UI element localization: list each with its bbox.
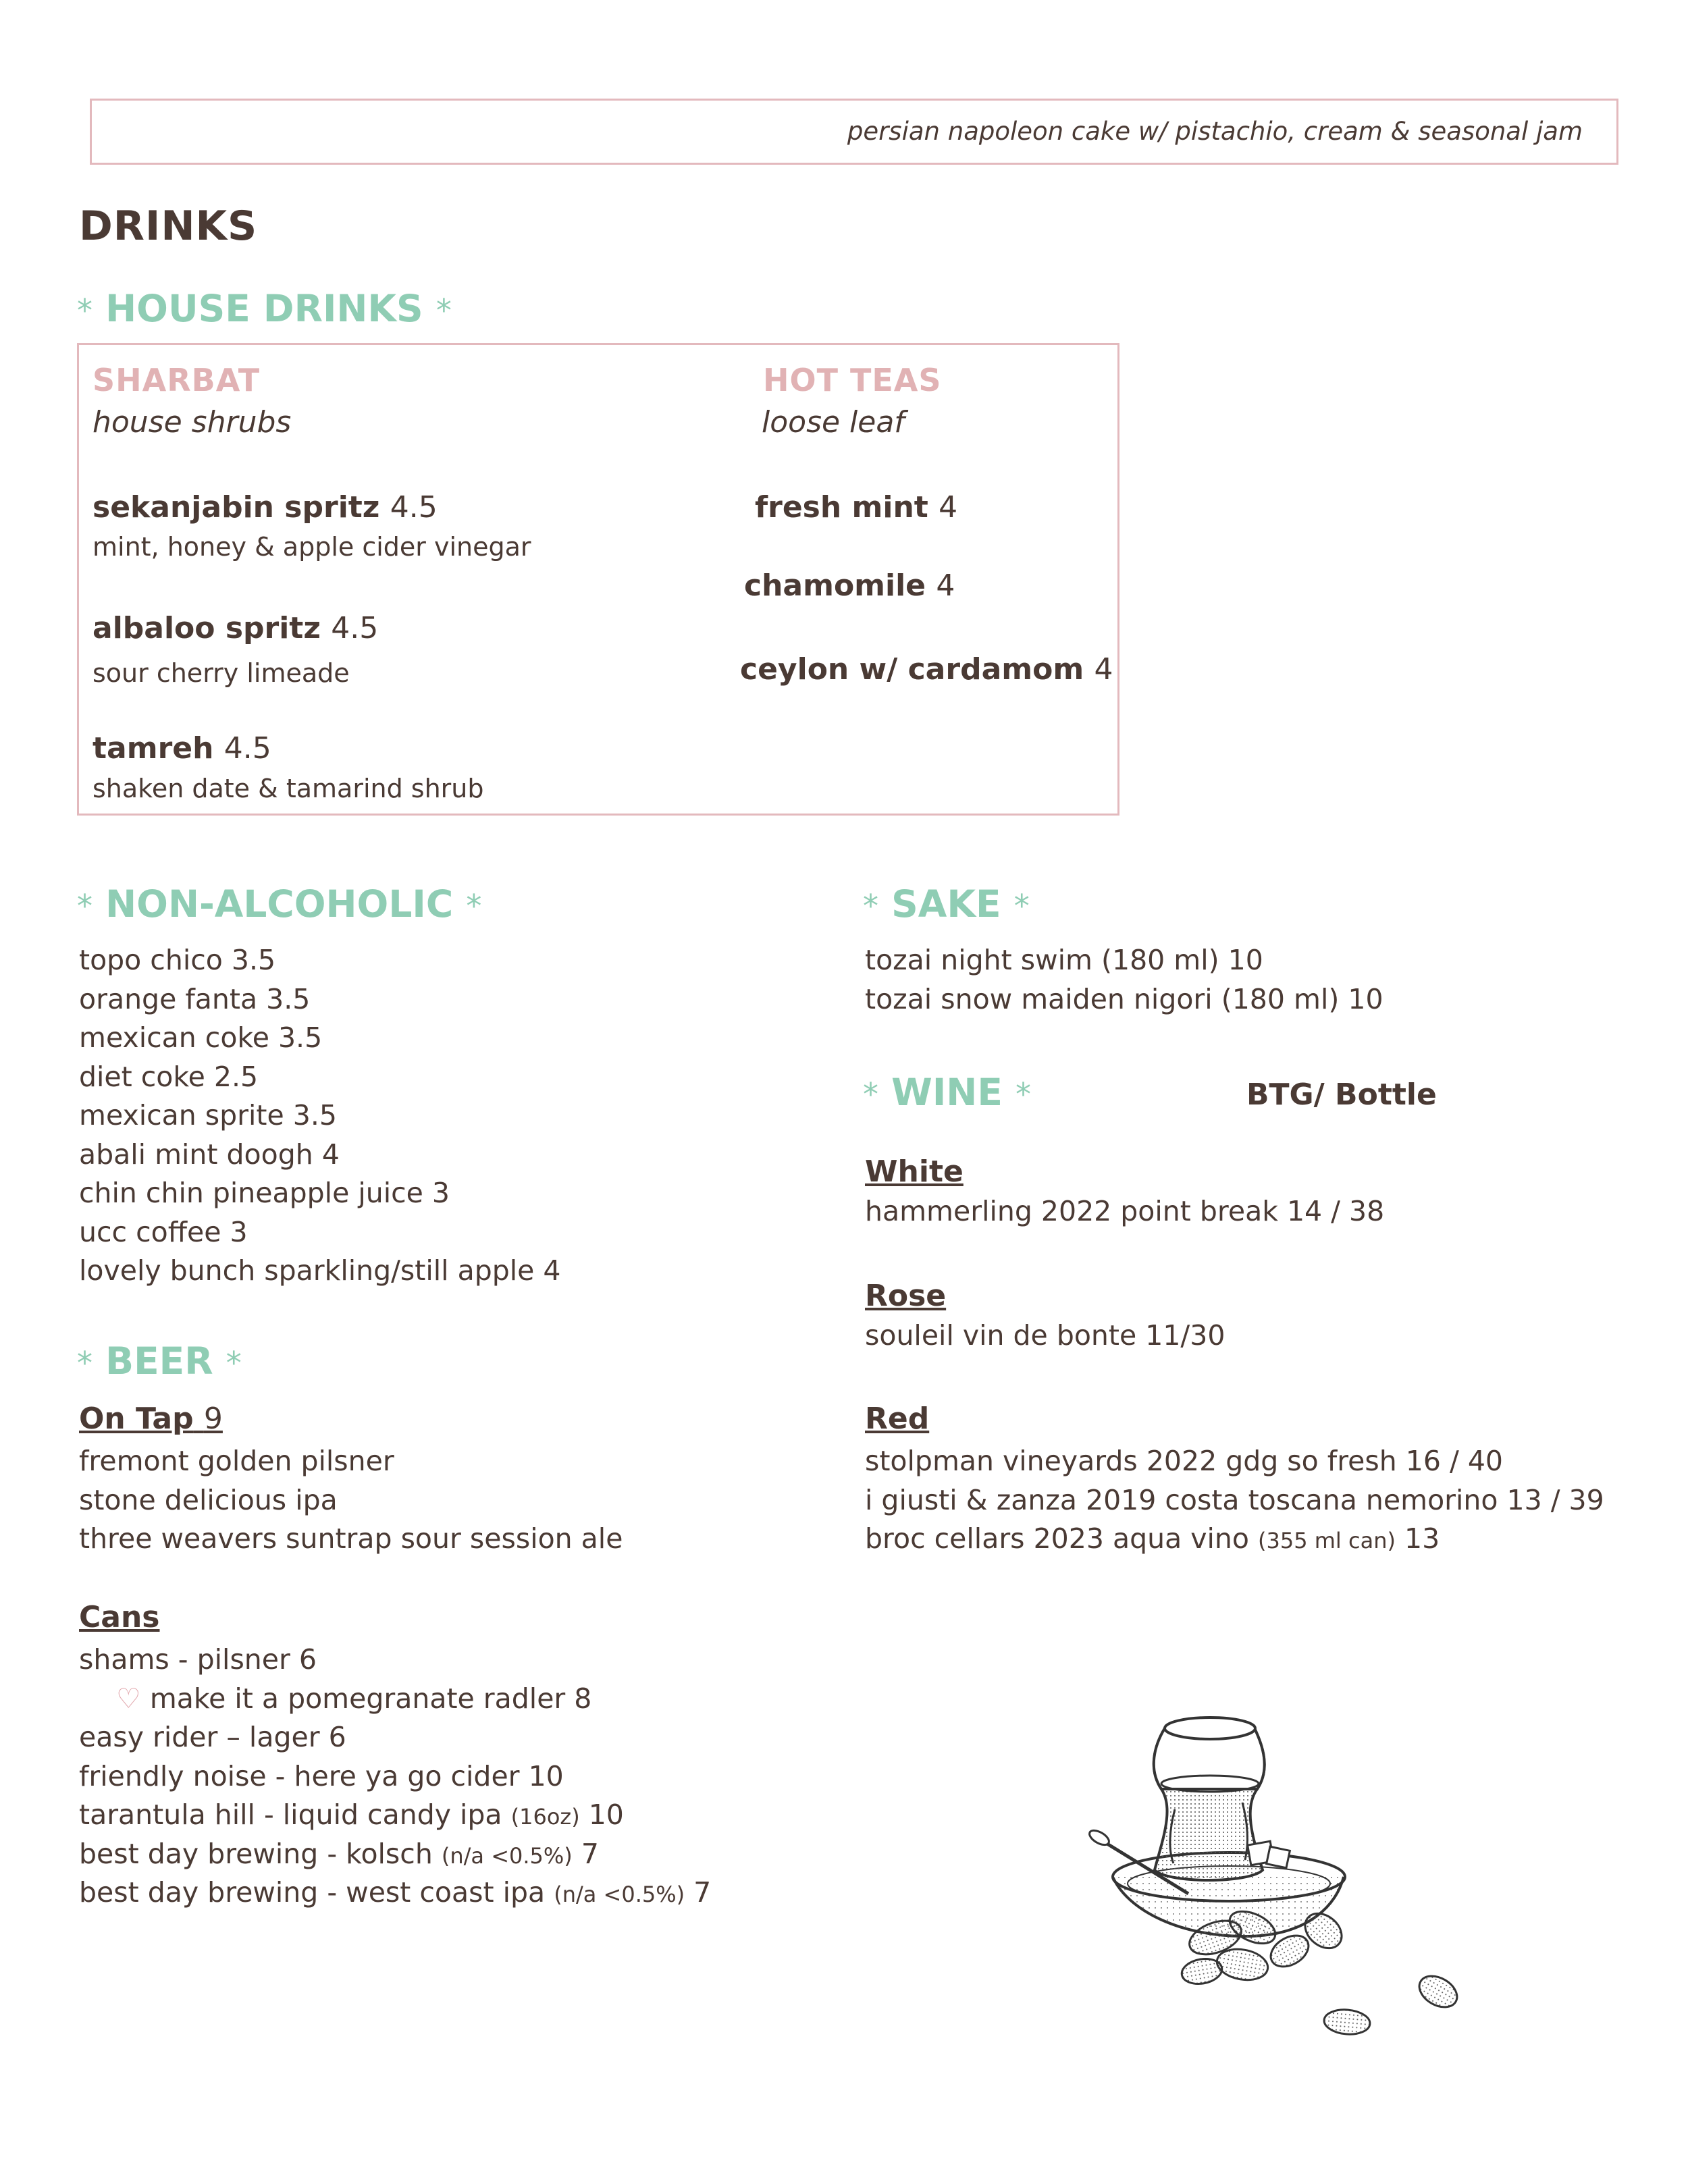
list-item-note: (n/a <0.5%) — [441, 1842, 573, 1869]
item-name: albaloo spritz — [93, 611, 321, 645]
pistachio-icon — [1180, 1905, 1462, 2036]
item-name: chamomile — [744, 568, 926, 603]
list-item: friendly noise - here ya go cider 10 — [79, 1759, 564, 1792]
list-item-text: best day brewing - kolsch — [79, 1837, 433, 1870]
list-item: stone delicious ipa — [79, 1483, 338, 1516]
sake-title: SAKE — [891, 882, 1001, 926]
list-item-note: (16oz) — [510, 1804, 580, 1830]
tea-glass-icon — [1154, 1717, 1265, 1880]
list-item-note: (355 ml can) — [1258, 1528, 1396, 1553]
list-item: shams - pilsner 6 — [79, 1643, 317, 1676]
list-item: abali mint doogh 4 — [79, 1138, 340, 1171]
non-alcoholic-title: NON-ALCOHOLIC — [105, 882, 454, 926]
sharbat-heading: SHARBAT — [93, 362, 261, 398]
list-item — [79, 1873, 711, 1913]
item-price: 4.5 — [223, 731, 271, 766]
list-item: fremont golden pilsner — [79, 1445, 394, 1477]
asterisk-icon: * — [863, 888, 878, 924]
list-item — [79, 1680, 711, 1719]
wine-title: WINE — [891, 1071, 1003, 1114]
sugar-cube-icon — [1248, 1841, 1290, 1868]
list-item: mexican sprite 3.5 — [79, 1099, 337, 1131]
asterisk-icon: * — [863, 1076, 878, 1113]
list-item-text: make it a pomegranate radler 8 — [149, 1682, 592, 1715]
wine-heading — [863, 1071, 1031, 1114]
asterisk-icon: * — [77, 888, 93, 924]
asterisk-icon: * — [77, 292, 93, 329]
item-desc: shaken date & tamarind shrub — [93, 774, 484, 803]
list-item: tozai night swim (180 ml) 10 — [865, 944, 1263, 976]
list-item-price: 7 — [581, 1837, 599, 1870]
list-item: ucc coffee 3 — [79, 1215, 248, 1248]
list-item: orange fanta 3.5 — [79, 982, 311, 1015]
hot-teas-heading: HOT TEAS — [763, 362, 942, 398]
list-item: mexican coke 3.5 — [79, 1021, 323, 1054]
list-item-note: (n/a <0.5%) — [554, 1882, 685, 1907]
asterisk-icon: * — [1016, 1076, 1032, 1113]
dessert-text: persian napoleon cake w/ pistachio, cream & seasonal jam — [847, 117, 1583, 146]
item-name: tamreh — [93, 731, 214, 766]
tea-glass-illustration — [1080, 1681, 1499, 2059]
item-price: 4.5 — [390, 490, 438, 525]
cans-list — [79, 1641, 711, 1913]
non-alcoholic-heading — [77, 882, 481, 926]
red-label: Red — [865, 1402, 930, 1436]
list-item-text: best day brewing - west coast ipa — [79, 1876, 546, 1909]
on-tap-text: On Tap — [79, 1402, 194, 1436]
sharbat-item — [93, 611, 378, 645]
item-name: ceylon w/ cardamom — [740, 652, 1084, 687]
house-drinks-heading — [77, 287, 452, 330]
red-list — [865, 1442, 1604, 1559]
beer-heading — [77, 1339, 242, 1383]
page-title: DRINKS — [79, 203, 258, 250]
list-item: stolpman vineyards 2022 gdg so fresh 16 / 40 — [865, 1445, 1504, 1477]
cans-label: Cans — [79, 1600, 160, 1634]
item-price: 4 — [939, 490, 958, 525]
list-item — [79, 1796, 711, 1835]
asterisk-icon: * — [436, 292, 452, 329]
hot-teas-subheading: loose leaf — [762, 405, 905, 440]
list-item: three weavers suntrap sour session ale — [79, 1522, 623, 1555]
list-item-text: tarantula hill - liquid candy ipa — [79, 1799, 502, 1831]
list-item-text: broc cellars 2023 aqua vino — [865, 1522, 1249, 1555]
list-item: topo chico 3.5 — [79, 944, 276, 976]
item-desc: mint, honey & apple cider vinegar — [93, 532, 531, 562]
item-price: 4 — [936, 568, 955, 603]
list-item: tozai snow maiden nigori (180 ml) 10 — [865, 982, 1383, 1015]
item-name: sekanjabin spritz — [93, 490, 380, 525]
asterisk-icon: * — [226, 1345, 242, 1381]
asterisk-icon: * — [466, 888, 482, 924]
list-item: souleil vin de bonte 11/30 — [865, 1319, 1225, 1352]
sake-heading — [863, 882, 1030, 926]
item-name: fresh mint — [755, 490, 928, 525]
item-price: 4.5 — [331, 611, 379, 645]
btg-bottle-label: BTG/ Bottle — [1246, 1077, 1437, 1112]
dessert-banner — [90, 99, 1618, 165]
list-item: diet coke 2.5 — [79, 1060, 259, 1093]
item-desc: sour cherry limeade — [93, 658, 350, 688]
on-tap-price: 9 — [203, 1402, 223, 1436]
list-item — [79, 1835, 711, 1874]
asterisk-icon: * — [1013, 888, 1030, 924]
on-tap-label — [79, 1402, 223, 1436]
sharbat-subheading: house shrubs — [93, 405, 292, 440]
on-tap-list — [79, 1442, 623, 1559]
list-item-price: 10 — [588, 1799, 624, 1831]
sake-list — [865, 941, 1383, 1019]
rose-label: Rose — [865, 1279, 947, 1313]
tea-item — [755, 490, 957, 525]
white-label: White — [865, 1154, 964, 1189]
tea-item — [744, 568, 955, 603]
list-item: i giusti & zanza 2019 costa toscana nemorino 13 / 39 — [865, 1483, 1604, 1516]
list-item: chin chin pineapple juice 3 — [79, 1177, 450, 1209]
heart-icon: ♡ — [116, 1682, 141, 1715]
list-item-price: 7 — [693, 1876, 712, 1909]
sharbat-item — [93, 731, 271, 766]
list-item: hammerling 2022 point break 14 / 38 — [865, 1195, 1385, 1227]
list-item — [865, 1520, 1604, 1559]
beer-title: BEER — [105, 1339, 213, 1383]
list-item: easy rider – lager 6 — [79, 1721, 346, 1753]
item-price: 4 — [1094, 652, 1113, 687]
tea-item — [740, 652, 1113, 687]
list-item-price: 13 — [1404, 1522, 1440, 1555]
asterisk-icon: * — [77, 1345, 93, 1381]
house-drinks-title: HOUSE DRINKS — [105, 287, 423, 330]
list-item: lovely bunch sparkling/still apple 4 — [79, 1254, 561, 1287]
non-alcoholic-list — [79, 941, 560, 1291]
sharbat-item — [93, 490, 438, 525]
